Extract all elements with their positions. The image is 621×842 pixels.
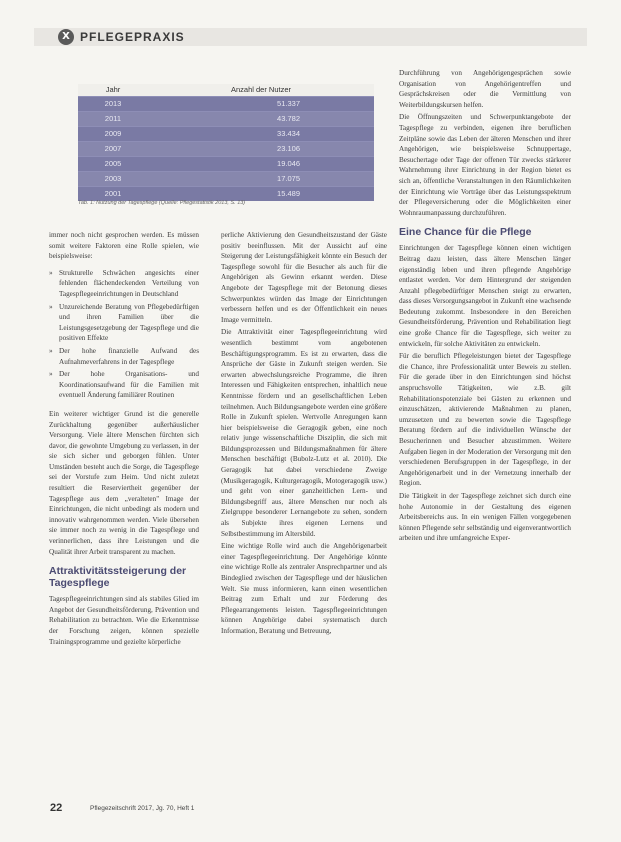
- table-cell-users: 23.106: [277, 144, 300, 153]
- list-item: » Der hohe finanzielle Aufwand des Aufnahmeverfahrens in der Tagespflege: [49, 346, 199, 367]
- section-x-icon: X: [58, 29, 74, 45]
- factor-list: [49, 268, 199, 401]
- page-number: 22: [50, 802, 63, 814]
- subheading: Eine Chance für die Pflege: [399, 226, 532, 239]
- list-item: » Strukturelle Schwächen angesichts einer fehlenden flächendeckenden Verteilung von Tagespflegeeinrichtungen in Deutschland: [49, 268, 199, 300]
- table-cell-year: 2009: [104, 129, 122, 138]
- paragraph: Ein weiterer wichtiger Grund ist die generelle Zurückhaltung gegenüber außerhäuslicher Versorgung. Viele ältere Menschen fürchten sich davor, die gewohnte Umgebung zu verlassen, in der sie sich sicher und geborgen fühlen. Unter Umständen besteht auch die Sorge, die Tagespflege sei der Vorstufe zum Heim. Und nicht zuletzt resultiert die Reserviertheit gegenüber der Tagespflege aus dem „veralteten" Image der Einrichtungen, die nicht unbedingt als modern und innovativ wahrgenommen werden. Viele übersehen sie immer noch zu wenig in die Tagespflege und verinnerlichen, dass ihre Leistungen und die Qualität ihrer Arbeit transparent zu machen.: [49, 409, 199, 556]
- usage-table: [78, 84, 374, 201]
- table-cell-users: 17.075: [277, 174, 300, 183]
- paragraph: Einrichtungen der Tagespflege können einen wichtigen Beitrag dazu leisten, dass ältere Menschen länger eigenständig leben und ihren pflegende Angehörige entlastet werden. Vor dem Hintergrund der steigenden Anzahl pflegebedürftiger Menschen steigt zu erwarten, dass dieses Versorgungsangebot in Zukunft eine wachsende Bedeutung zukommt. Insbesondere in den Bereichen Gesundheitsförderung, Prävention und Rehabilitation liegt eine große Chance für die Tagespflege, sich weiter zu entwickeln, für solche Aktivitäten zu entwickeln.: [399, 244, 571, 348]
- table-cell-year: 2001: [104, 189, 122, 198]
- paragraph: Die Tätigkeit in der Tagespflege zeichnet sich durch eine hohe Autonomie in der Gestaltung des eigenen Arbeitsbereichs aus. In ein wenigen Fällen vorgegebenen können Pflegende sehr selbständig und eigenverantwortlich arbeiten und ihre umfangreiche Exper-: [399, 491, 571, 543]
- section-title: PFLEGEPRAXIS: [80, 30, 185, 44]
- table-row: [78, 111, 374, 126]
- paragraph: Tagespflegeeinrichtungen sind als stabiles Glied im Angebot der Gesundheitsförderung, Prävention und Rehabilitation zu betrachten. Wie die Erkenntnisse der Forschung zeigen, können spezielle Trainingsprogramme und gezielte körperliche: [49, 595, 199, 646]
- table-header-year: Jahr: [105, 85, 121, 94]
- table-header-users: Anzahl der Nutzer: [230, 85, 292, 94]
- paragraph: perliche Aktivierung den Gesundheitszustand der Gäste positiv beeinflussen. Mit der Aussicht auf eine Steigerung der Leistungsfähigkeit könnte ein Besuch der Tagespflege sowohl für die Besucher als auch für die Angehörigen als Gewinn erkannt werden. Diese Angebote der Tagespflege mit der Betonung dieses Schwerpunktes würden das Image der Einrichtungen verbessern helfen und es der Öffentlichkeit ein neues Image vermitteln.: [221, 231, 387, 324]
- subheading: Attraktivitätssteigerung der Tagespflege: [49, 565, 187, 590]
- table-cell-year: 2003: [104, 174, 122, 183]
- paragraph: Die Öffnungszeiten und Schwerpunktangebote der Tagespflege zu verbinden, eigenen ihre beruflichen Zeitpläne sowie das Leben der älteren Menschen und ihrer Angehörigen, wie beispielsweise Schnuppertage, Besuchertage oder Tage der offenen Tür zwecks stärkerer Wahrnehmung ihrer Einrichtung in der Region bietet es sich an, öffentliche Veranstaltungen in den Räumlichkeiten der Einrichtung wie Vorträge über das Leistungsspektrum der Pflegeversicherung oder die Möglichkeiten einer Wohnraumanpassung durchzuführen.: [399, 113, 571, 217]
- table-caption: Tab. 1: Nutzung der Tagespflege (Quelle: Pflegestatistik 2013, S. 13): [78, 200, 246, 206]
- table-cell-users: 51.337: [277, 99, 300, 108]
- table-cell-users: 33.434: [277, 129, 300, 138]
- paragraph: immer noch nicht gesprochen werden. Es müssen somit weitere Faktoren eine Rolle spielen, wie beispielsweise:: [49, 231, 199, 261]
- table-cell-users: 15.489: [277, 189, 300, 198]
- text-column-middle: [221, 230, 387, 639]
- table-cell-users: 43.782: [277, 114, 300, 123]
- table-row: [78, 186, 374, 201]
- text-column-left: [49, 230, 199, 649]
- table-cell-year: 2005: [104, 159, 122, 168]
- table-row: [78, 126, 374, 141]
- table-cell-year: 2013: [104, 99, 122, 108]
- table-cell-users: 19.046: [277, 159, 300, 168]
- table-header-row: [78, 84, 374, 96]
- paragraph: Durchführung von Angehörigengesprächen sowie Organisation von Angehörigentreffen und Gesprächskreisen oder die Vermittlung von Weiterbildungskursen helfen.: [399, 69, 571, 109]
- table-row: [78, 171, 374, 186]
- footer-source: Pflegezeitschrift 2017, Jg. 70, Heft 1: [90, 805, 195, 812]
- paragraph: Die Attraktivität einer Tagespflegeeinrichtung wird wesentlich bestimmt vom angebotenen Beschäftigungsprogramm. Es ist zu erwarten, dass die Ansprüche der Gäste in Zukunft steigen werden. Sie erwarten abwechslungsreiche Programme, die ihren Interessen und Fähigkeiten entsprechen, inhaltlich neue Kenntnisse fördern und an gesellschaftlichen Leben teilnehmen. Auch Bildungsangebote werden eine größere Rolle in Zukunft spielen. Wertvolle Anregungen kann hier beispielsweise die Geragogik geben, eine noch relativ junge wissenschaftliche Disziplin, die sich mit Bildungsprozessen und Bildungsmaßnahmen für ältere Menschen beschäftigt (Bubolz-Lutz et al. 2010). Die Geragogik hat dabei verschiedene Zweige (Musikgeragogik, Kulturgeragogik, Motogeragogik usw.) und geht von einer ganzheitlichen Lern- und Bildungsbegriff aus, ältere Menschen nur noch als Zielgruppe besonderer Lernangebote zu sehen, sondern als Subjekte ihres eigenen Lernens und Selbstbestimmung im Altersbild.: [221, 328, 387, 538]
- table-row: [78, 96, 374, 111]
- paragraph: Eine wichtige Rolle wird auch die Angehörigenarbeit einer Tagespflegeeinrichtung. Der Angehörige könnte eine wichtige Rolle als zentraler Ansprechpartner und als Bindeglied zwischen der Tagespflege und der häuslichen Welt. Sie muss informieren, kann einen wesentlichen Beitrag zum Erhalt und zur Förderung des Pflegearrangements leisten. Tagespflegeeinrichtungen können Angehörige dabei systematisch durch Information, Beratung und Betreuung,: [221, 542, 387, 635]
- paragraph: Für die beruflich Pflegeleistungen bietet der Tagespflege die Chance, ihre Professionalität unter Beweis zu stellen. Für die gerade über in den Einrichtungen sind höchst anspruchsvolle Tätigkeiten, wie z.B. gilt Rehabilitationspotenziale bei Gästen zu erkennen und einzuschätzen, aktivierende Maßnahmen zu planen, umzusetzen und zu bewerten sowie die Tagespflege Beratung fördern auf die individuellen Wünsche der Besucherinnen und Besucher abzustimmen. Weitere Aufgaben liegen in der Moderation der Versorgung mit den verschiedenen Berufsgruppen in der Tagespflege, in der Angehörigenarbeit und in der Vernetzung innerhalb der Region.: [399, 352, 571, 488]
- table-cell-year: 2007: [104, 144, 122, 153]
- list-item: » Unzureichende Beratung von Pflegebedürftigen und ihren Familien über die Leistungsgesetzgebung der Tagespflege und die positiven Effekte: [49, 302, 199, 344]
- text-column-right: [399, 68, 571, 546]
- table-row: [78, 141, 374, 156]
- table-cell-year: 2011: [104, 114, 122, 123]
- table-row: [78, 156, 374, 171]
- list-item: » Der hohe Organisations- und Koordinationsaufwand für die Familien mit eventuell Änderung familiärer Routinen: [49, 369, 199, 401]
